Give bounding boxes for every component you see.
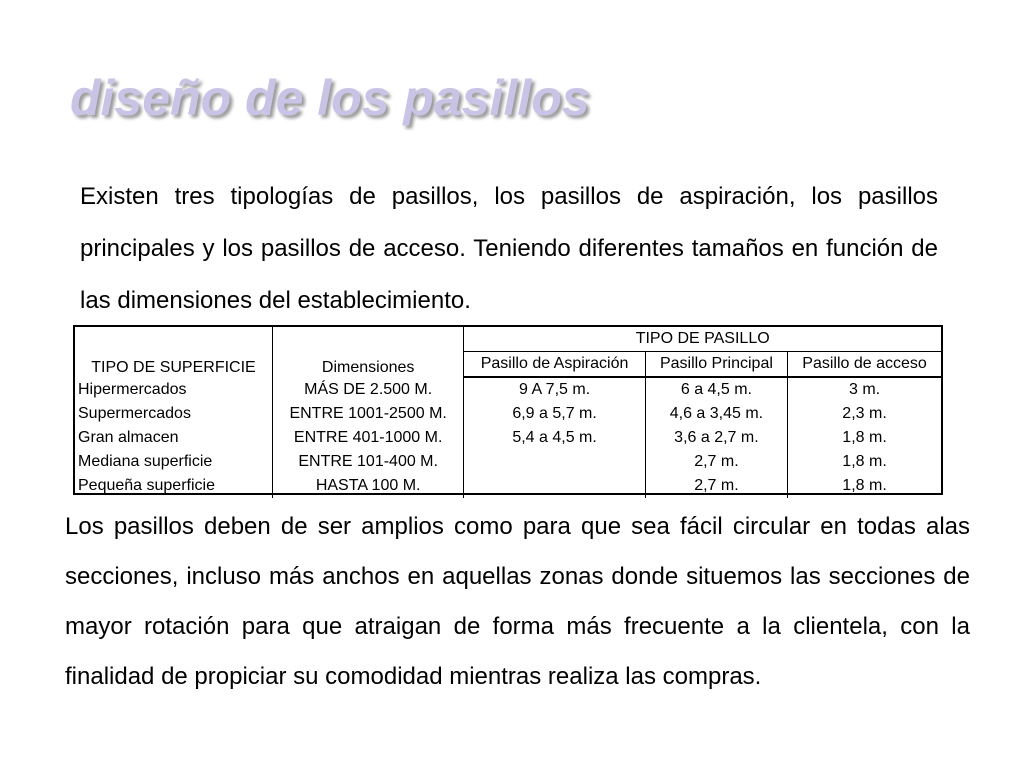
cell-acceso: 1,8 m. [842,453,887,470]
table-header-row-1 [75,327,941,352]
cell-principal: 2,7 m. [645,450,787,474]
table-row [75,474,941,498]
cell-aspiracion: 9 A 7,5 m. [464,377,645,402]
cell-tipo: Hipermercados [75,377,272,402]
cell-dimensiones: ENTRE 101-400 M. [272,450,463,474]
table-row [75,426,941,450]
cell-tipo: Mediana superficie [75,450,272,474]
cell-principal: 6 a 4,5 m. [645,377,787,402]
header-pasillo-acceso: Pasillo de acceso [788,352,941,378]
cell-tipo: Pequeña superficie [75,474,272,498]
cell-principal: 3,6 a 2,7 m. [645,426,787,450]
aisle-table [75,327,941,498]
table-row [75,402,941,426]
cell-acceso: 3 m. [848,381,881,398]
cell-dimensiones: ENTRE 1001-2500 M. [272,402,463,426]
cell-dimensiones: MÁS DE 2.500 M. [272,377,463,402]
slide-title: diseño de los pasillos [70,70,590,126]
header-pasillo-principal: Pasillo Principal [645,352,787,378]
table-row [75,450,941,474]
table-row [75,377,941,402]
cell-aspiracion [464,474,645,498]
header-pasillo-aspiracion: Pasillo de Aspiración [464,352,645,378]
header-tipo-superficie: TIPO DE SUPERFICIE [75,327,272,377]
cell-dimensiones: ENTRE 401-1000 M. [272,426,463,450]
cell-aspiracion: 5,4 a 4,5 m. [464,426,645,450]
cell-acceso: 1,8 m. [842,477,887,494]
cell-aspiracion [464,450,645,474]
aisle-size-table [73,325,943,495]
cell-acceso: 1,8 m. [842,429,887,446]
cell-aspiracion: 6,9 a 5,7 m. [464,402,645,426]
cell-principal: 2,7 m. [645,474,787,498]
header-tipo-pasillo: TIPO DE PASILLO [464,327,941,352]
intro-paragraph: Existen tres tipologías de pasillos, los pasillos de aspiración, los pasillos principales y los pasillos de acceso. Teniendo diferentes tamaños en función de las dimensiones del establecimiento. [80,183,938,314]
cell-principal: 4,6 a 3,45 m. [645,402,787,426]
cell-acceso: 2,3 m. [842,405,887,422]
closing-paragraph: Los pasillos deben de ser amplios como para que sea fácil circular en todas alas secciones, incluso más anchos en aquellas zonas donde situemos las secciones de mayor rotación para que atraigan de forma más frecuente a la clientela, con la finalidad de propiciar su comodidad mientras realiza las compras. [65,513,970,690]
cell-tipo: Gran almacen [75,426,272,450]
cell-tipo: Supermercados [75,402,272,426]
header-dimensiones: Dimensiones [272,327,463,377]
cell-dimensiones: HASTA 100 M. [272,474,463,498]
